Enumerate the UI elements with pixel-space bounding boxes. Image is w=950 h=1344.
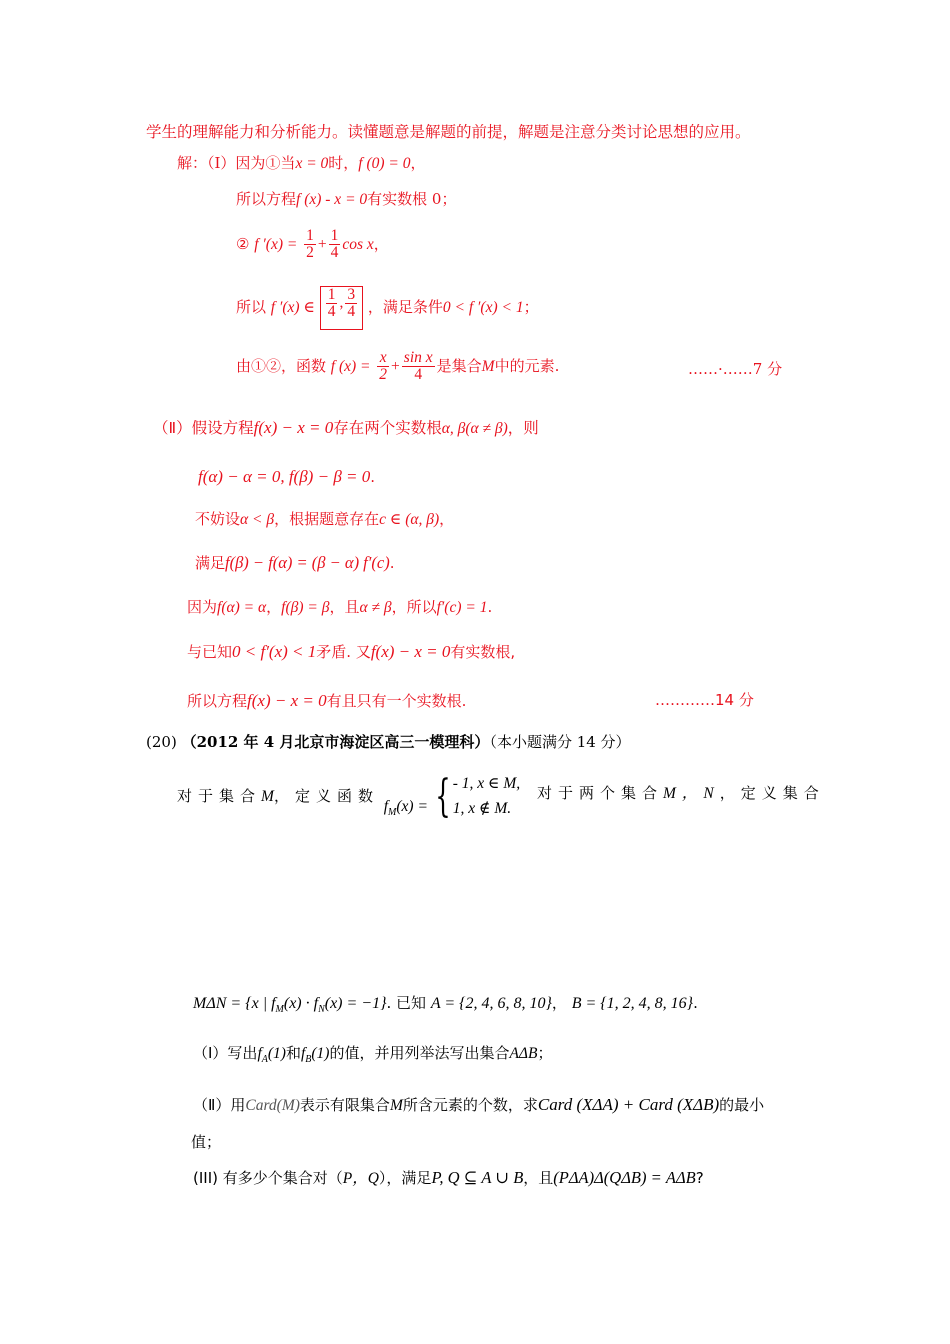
p2-l2-c: ， bbox=[439, 510, 455, 528]
q1-b: 和 bbox=[285, 1044, 301, 1062]
score-7-text: ……·……7 分 bbox=[688, 360, 783, 378]
frac-den: 2 bbox=[379, 366, 388, 384]
line4-lhs: f (x) = bbox=[330, 357, 371, 375]
frac-num: 3 bbox=[347, 286, 356, 303]
case-1: - 1, x ∈ M, bbox=[452, 775, 521, 792]
frac-num: x bbox=[377, 350, 389, 367]
case-2: 1, x ∉ M. bbox=[452, 799, 512, 817]
sd-end: (x) = −1} bbox=[324, 995, 387, 1012]
problem-number: (20) bbox=[146, 733, 177, 751]
q3-b: ），满足 bbox=[378, 1169, 432, 1187]
fM-sub: M bbox=[388, 806, 397, 818]
intro-text: 学生的理解能力和分析能力。读懂题意是解题的前提，解题是注意分类讨论思想的应用。 bbox=[146, 123, 751, 141]
line2-label: ② bbox=[236, 234, 250, 253]
question-2 bbox=[193, 1094, 764, 1115]
q1-AdB: AΔB bbox=[509, 1045, 538, 1062]
sd-sub1: M bbox=[275, 1004, 284, 1016]
def-b: ，定义函数 bbox=[273, 786, 379, 805]
p2-head-eq: f(x) − x = 0 bbox=[253, 418, 334, 437]
frac-den: 4 bbox=[414, 366, 423, 384]
fB-sub: B bbox=[305, 1054, 312, 1066]
frac-num: 1 bbox=[327, 286, 336, 303]
part2-heading bbox=[153, 417, 539, 438]
part2-line-6 bbox=[187, 690, 466, 711]
solution-intro bbox=[146, 123, 751, 142]
q1-a: （Ⅰ）写出 bbox=[193, 1044, 258, 1062]
score-14 bbox=[655, 691, 754, 710]
q1-d: ； bbox=[537, 1044, 553, 1062]
plus-sign: + bbox=[391, 357, 400, 375]
q2-c: 所含元素的个数，求 bbox=[402, 1096, 538, 1114]
known-end: . bbox=[693, 994, 698, 1012]
q1-c: 的值，并用列举法写出集合 bbox=[329, 1044, 510, 1062]
frac-den: 4 bbox=[330, 244, 339, 262]
problem-20-heading bbox=[146, 733, 631, 752]
line3-pre: 所以 bbox=[236, 298, 267, 316]
frac-den: 2 bbox=[306, 244, 314, 262]
frac-num: sin x bbox=[403, 349, 433, 366]
q3-c: ，且 bbox=[523, 1169, 554, 1187]
sol-head-condition: x = 0 bbox=[295, 155, 329, 172]
solution-line-1 bbox=[236, 190, 456, 209]
line1-post: 有实数根 0； bbox=[367, 190, 457, 208]
line1-pre: 所以方程 bbox=[236, 190, 297, 208]
p2-l6-math: f(x) − x = 0 bbox=[247, 691, 327, 710]
q3-a: (III) 有多少个集合对（ bbox=[193, 1169, 343, 1187]
def-c: 对于两个集合 bbox=[537, 784, 664, 802]
fA-rest: (1) bbox=[267, 1045, 286, 1062]
line3-end: ； bbox=[523, 298, 539, 316]
known-sep: ， bbox=[551, 994, 567, 1012]
line3-lhs: f ′(x) ∈ bbox=[270, 299, 315, 316]
fA1 bbox=[257, 1045, 286, 1066]
interval-bracket bbox=[320, 286, 363, 330]
set-definition-line bbox=[193, 994, 698, 1017]
p2-l4-a: 因为 bbox=[187, 598, 218, 616]
sol-head-mid: 时， bbox=[328, 154, 359, 172]
sol-head-end: ， bbox=[410, 154, 426, 172]
solution-line-3 bbox=[236, 286, 539, 330]
p2-l2-a: 不妨设 bbox=[195, 510, 241, 528]
p2-l4-b: ， bbox=[266, 598, 282, 616]
q2-e: 值； bbox=[191, 1133, 222, 1151]
p2-l2-m2: c ∈ (α, β) bbox=[379, 511, 440, 528]
sd-a: MΔN = {x | f bbox=[193, 995, 276, 1012]
definition-line-tail bbox=[537, 784, 825, 803]
p2-l6-a: 所以方程 bbox=[187, 692, 248, 710]
q3-PQ: P，Q bbox=[342, 1170, 379, 1187]
fA-f: f bbox=[257, 1045, 262, 1062]
p2-l4-m1: f(α) = α bbox=[217, 599, 267, 616]
fraction-1-2 bbox=[304, 228, 316, 262]
question-2-cont bbox=[191, 1133, 221, 1152]
fB-f: f bbox=[300, 1045, 306, 1062]
question-1 bbox=[193, 1044, 553, 1067]
part2-line-5 bbox=[187, 641, 515, 662]
fM-f: f bbox=[383, 797, 389, 815]
part2-line-1 bbox=[198, 466, 375, 487]
p2-l2-b: ，根据题意存在 bbox=[274, 510, 380, 528]
p2-l5-m2: f(x) − x = 0 bbox=[370, 642, 451, 661]
q3-equation: (PΔA)Δ(QΔB) = AΔB bbox=[553, 1168, 696, 1187]
p2-l3-a: 满足 bbox=[195, 554, 226, 572]
p2-l4-d: ，所以 bbox=[391, 598, 437, 616]
fA-sub: A bbox=[261, 1054, 268, 1066]
line3-condition: 0 < f ′(x) < 1 bbox=[442, 299, 524, 316]
piecewise-cases bbox=[453, 772, 520, 822]
p2-l1-end: . bbox=[370, 468, 376, 486]
frac-den: 4 bbox=[347, 303, 356, 321]
q2-d: 的最小 bbox=[719, 1096, 765, 1114]
set-M: M bbox=[481, 357, 495, 375]
p2-l4-m3: α ≠ β bbox=[359, 599, 392, 616]
line4-mid: 是集合 bbox=[436, 356, 482, 375]
frac-num: 1 bbox=[306, 227, 314, 244]
left-brace: { bbox=[435, 770, 451, 822]
sol-head-math: f (0) = 0 bbox=[358, 155, 411, 172]
fraction-x-2 bbox=[377, 350, 389, 384]
fraction-1-4 bbox=[326, 287, 338, 321]
q2-cardM: Card(M) bbox=[245, 1097, 300, 1114]
q2-M: M bbox=[389, 1097, 403, 1114]
p2-head-c: ，则 bbox=[507, 419, 539, 437]
fB-rest: (1) bbox=[311, 1045, 330, 1062]
p2-l5-b: 矛盾. 又 bbox=[316, 643, 371, 661]
p2-l2-m1: α < β bbox=[240, 511, 275, 528]
definition-line bbox=[177, 772, 520, 822]
line2-lhs: f ′(x) = bbox=[254, 235, 298, 253]
line3-mid: ，满足条件 bbox=[367, 298, 443, 316]
line4-pre: 由①②，函数 bbox=[236, 356, 327, 375]
sd-mid: (x) · f bbox=[283, 995, 319, 1012]
line4-end: 中的元素. bbox=[494, 356, 560, 375]
sol-head-text: 解：（Ⅰ）因为①当 bbox=[177, 154, 296, 172]
q2-expression: Card (XΔA) + Card (XΔB) bbox=[537, 1095, 720, 1114]
interval-comma: , bbox=[339, 293, 344, 311]
known-a: . 已知 bbox=[386, 994, 427, 1012]
score-7 bbox=[688, 360, 782, 379]
q3-subset: P, Q ⊆ A ∪ B bbox=[431, 1168, 524, 1187]
def-sets-MN: M，N bbox=[663, 785, 720, 802]
fM-lhs bbox=[383, 797, 428, 818]
p2-l4-e: . bbox=[487, 598, 493, 616]
problem-points: （本小题满分 14 分） bbox=[489, 733, 631, 751]
question-3 bbox=[193, 1168, 704, 1189]
def-set-M: M bbox=[261, 787, 274, 805]
problem-source: （2012 年 4 月北京市海淀区高三一模理科） bbox=[181, 733, 490, 751]
score-14-text: …………14 分 bbox=[655, 691, 754, 709]
p2-l6-b: 有且只有一个实数根. bbox=[326, 692, 467, 710]
part2-line-4 bbox=[187, 598, 492, 617]
q2-b: 表示有限集合 bbox=[299, 1096, 390, 1114]
p2-l4-m2: f(β) = β bbox=[281, 599, 330, 616]
part2-line-2 bbox=[195, 510, 454, 529]
p2-l5-m1: 0 < f′(x) < 1 bbox=[232, 642, 317, 661]
p2-head-b: 存在两个实数根 bbox=[333, 419, 442, 437]
fraction-3-4 bbox=[345, 287, 357, 321]
cos-term: cos x bbox=[342, 235, 374, 253]
p2-l4-c: ，且 bbox=[329, 598, 360, 616]
p2-l5-c: 有实数根, bbox=[450, 643, 516, 661]
def-a: 对于集合 bbox=[177, 786, 262, 805]
plus-sign: + bbox=[317, 235, 327, 253]
frac-num: 1 bbox=[330, 227, 339, 244]
p2-l5-a: 与已知 bbox=[187, 643, 233, 661]
part2-line-3 bbox=[195, 553, 394, 574]
p2-head-roots: α, β(α ≠ β) bbox=[441, 420, 508, 437]
set-B: B = {1, 2, 4, 8, 16} bbox=[571, 995, 694, 1012]
def-d: ，定义集合 bbox=[719, 784, 825, 802]
set-A: A = {2, 4, 6, 8, 10} bbox=[430, 995, 552, 1012]
sd-sub2: N bbox=[318, 1004, 325, 1016]
sym-diff-def bbox=[193, 995, 387, 1016]
solution-heading bbox=[177, 154, 426, 173]
fraction-1-4 bbox=[329, 228, 341, 262]
frac-den: 4 bbox=[327, 303, 336, 321]
line2-end: ， bbox=[373, 234, 389, 253]
q3-d: ? bbox=[695, 1169, 704, 1187]
p2-l3-math: f(β) − f(α) = (β − α) f′(c) bbox=[225, 553, 390, 572]
p2-l4-m4: f′(c) = 1 bbox=[436, 599, 488, 616]
line1-math: f (x) - x = 0 bbox=[296, 191, 368, 208]
p2-head-a: （Ⅱ）假设方程 bbox=[153, 419, 254, 437]
p2-l1-math: f(α) − α = 0, f(β) − β = 0 bbox=[198, 467, 371, 486]
solution-line-2 bbox=[236, 228, 389, 262]
p2-l3-b: . bbox=[389, 554, 395, 572]
fraction-sinx-4 bbox=[402, 350, 435, 384]
fM-rest: (x) = bbox=[396, 797, 428, 815]
fB1 bbox=[300, 1045, 330, 1066]
solution-line-4 bbox=[236, 350, 559, 384]
q2-a: （Ⅱ）用 bbox=[193, 1096, 246, 1114]
